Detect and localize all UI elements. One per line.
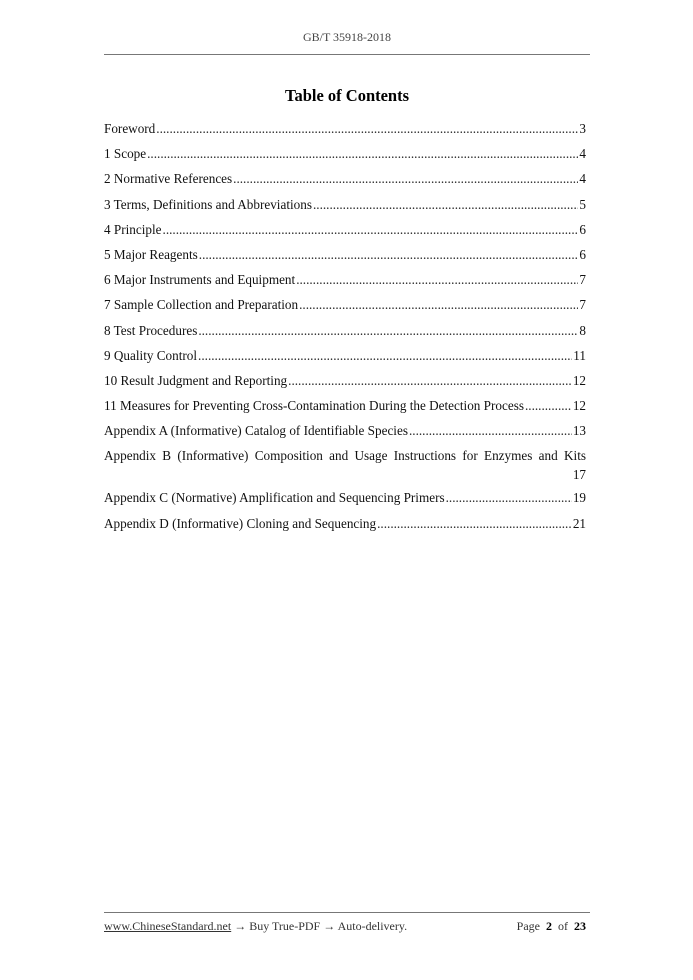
page-total: 23 [574, 919, 586, 933]
toc-entry-title: 8 Test Procedures [104, 322, 198, 338]
toc-entry-page: 4 [579, 171, 586, 187]
running-header: GB/T 35918-2018 [302, 30, 392, 44]
toc-entry-title: 5 Major Reagents [104, 246, 198, 262]
page-label: Page [516, 919, 540, 933]
toc-entry-title: 10 Result Judgment and Reporting [104, 372, 288, 388]
toc-entry-major-instruments[interactable] [104, 272, 586, 297]
toc-entry-cross-contamination[interactable] [104, 398, 586, 423]
page-footer [104, 919, 586, 934]
dot-leader [199, 247, 579, 263]
toc-entry-title: Appendix B (Informative) Composition and Usage Instructions for Enzymes and Kits [104, 448, 586, 464]
toc-entry-page: 17 [572, 467, 586, 483]
toc-entry-test-procedures[interactable] [104, 323, 586, 348]
website-link[interactable]: www.ChineseStandard.net [104, 919, 232, 933]
dot-leader [525, 398, 572, 414]
toc-entry-title: 4 Principle [104, 221, 162, 237]
toc-entry-page: 5 [579, 196, 586, 212]
toc-entry-page: 13 [572, 423, 586, 439]
toc-title: Table of Contents [284, 86, 410, 105]
toc-entry-title: Appendix D (Informative) Cloning and Sequencing [104, 515, 377, 531]
toc-entry-appendix-c[interactable] [104, 490, 586, 515]
toc-entry-title: 9 Quality Control [104, 347, 198, 363]
dot-leader [313, 197, 578, 213]
toc-entry-appendix-a[interactable] [104, 423, 586, 448]
toc-entry-appendix-d[interactable] [104, 516, 586, 541]
dot-leader [296, 272, 578, 288]
toc-entry-page: 11 [573, 347, 586, 363]
page-indicator [517, 919, 586, 934]
toc-entry-principle[interactable] [104, 222, 586, 247]
dot-leader [233, 171, 578, 187]
promo-text: → Buy True-PDF → Auto-delivery. [234, 919, 408, 933]
toc-entry-page: 12 [572, 398, 586, 414]
dot-leader [163, 222, 579, 238]
dot-leader [198, 323, 578, 339]
table-of-contents [104, 121, 586, 541]
toc-entry-page: 12 [572, 372, 586, 388]
dot-leader [409, 423, 572, 439]
toc-entry-page: 19 [572, 490, 586, 506]
dot-leader [377, 516, 572, 532]
toc-entry-title: 2 Normative References [104, 171, 233, 187]
dot-leader [299, 297, 578, 313]
footer-promo [104, 919, 407, 934]
toc-entry-sample-collection[interactable] [104, 297, 586, 322]
toc-entry-page: 21 [572, 515, 586, 531]
page-current: 2 [546, 919, 552, 933]
toc-entry-page: 6 [579, 246, 586, 262]
toc-entry-page: 4 [579, 146, 586, 162]
toc-entry-title: 1 Scope [104, 146, 147, 162]
toc-entry-page: 3 [579, 121, 586, 136]
toc-entry-title: Foreword [104, 121, 156, 136]
toc-entry-terms[interactable] [104, 197, 586, 222]
page-of: of [558, 919, 568, 933]
header-divider [104, 54, 590, 55]
dot-leader [288, 373, 572, 389]
toc-entry-title: Appendix A (Informative) Catalog of Identifiable Species [104, 423, 408, 439]
toc-entry-result-judgment[interactable] [104, 373, 586, 398]
dot-leader [156, 121, 578, 137]
toc-entry-scope[interactable] [104, 146, 586, 171]
toc-entry-foreword[interactable] [104, 121, 586, 146]
toc-entry-title: 11 Measures for Preventing Cross-Contamination During the Detection Process [104, 398, 524, 414]
toc-entry-title: Appendix C (Normative) Amplification and Sequencing Primers [104, 490, 445, 506]
toc-entry-page: 7 [579, 272, 586, 288]
dot-leader [198, 348, 572, 364]
toc-entry-page: 6 [579, 221, 586, 237]
toc-entry-title: 3 Terms, Definitions and Abbreviations [104, 196, 312, 212]
toc-entry-page: 7 [579, 297, 586, 313]
toc-entry-normative-references[interactable] [104, 171, 586, 196]
toc-entry-title: 6 Major Instruments and Equipment [104, 272, 296, 288]
toc-entry-quality-control[interactable] [104, 348, 586, 373]
dot-leader [147, 146, 578, 162]
footer-divider [104, 912, 590, 913]
toc-entry-major-reagents[interactable] [104, 247, 586, 272]
toc-entry-appendix-b[interactable] [104, 448, 586, 490]
toc-entry-title: 7 Sample Collection and Preparation [104, 297, 299, 313]
toc-entry-page: 8 [579, 322, 586, 338]
dot-leader [446, 490, 572, 506]
